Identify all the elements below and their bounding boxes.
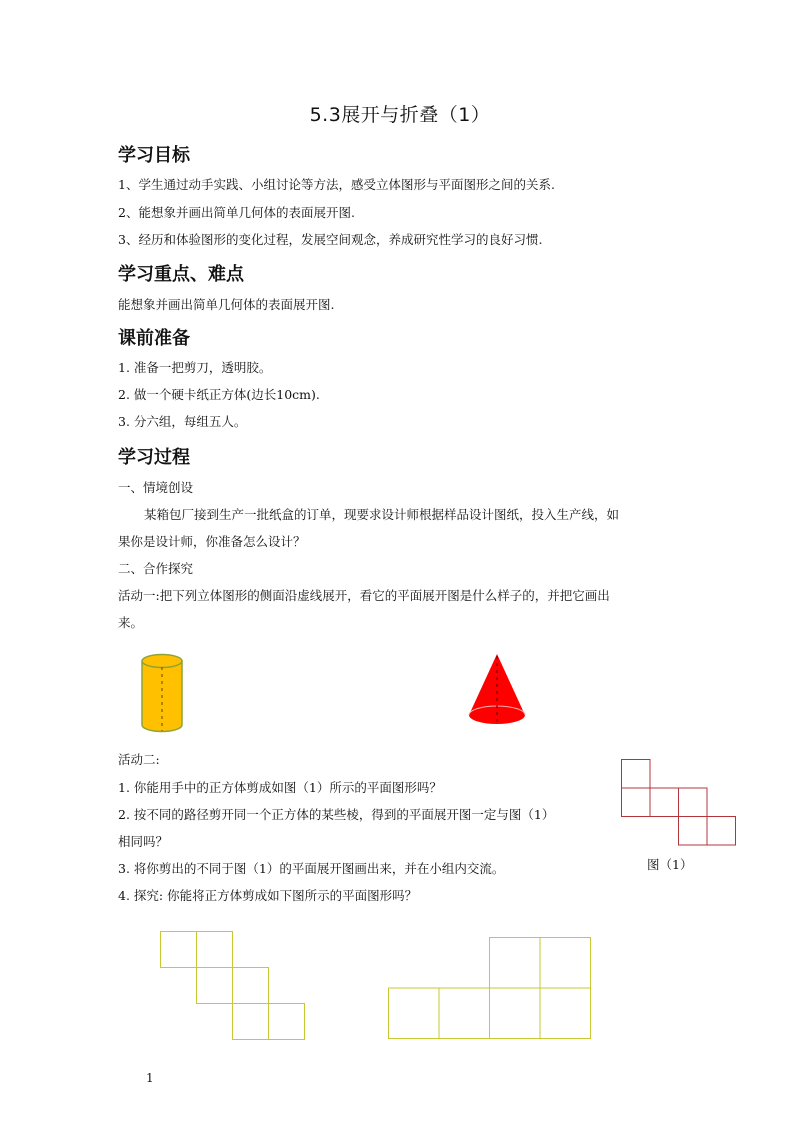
part1-text: 果你是设计师，你准备怎么设计？ xyxy=(118,534,306,549)
part1-text: 某箱包厂接到生产一批纸盒的订单，现要求设计师根据样品设计图纸，投入生产线，如 xyxy=(144,507,620,522)
activity2-item: 2. 按不同的路径剪开同一个正方体的某些棱，得到的平面展开图一定与图（1） xyxy=(118,807,555,822)
activity2-item: 4. 探究: 你能将正方体剪成如下图所示的平面图形吗？ xyxy=(118,888,418,903)
preparation-item: 1. 准备一把剪刀，透明胶。 xyxy=(118,360,272,375)
preparation-heading: 课前准备 xyxy=(118,328,190,349)
process-heading: 学习过程 xyxy=(118,447,190,468)
activity1-text: 来。 xyxy=(118,615,144,630)
page-number: 1 xyxy=(146,1071,154,1085)
part2-title: 二、合作探究 xyxy=(118,561,194,576)
preparation-item: 3. 分六组，每组五人。 xyxy=(118,414,247,429)
activity2-item: 1. 你能用手中的正方体剪成如图（1）所示的平面图形吗？ xyxy=(118,780,442,795)
figure1-caption: 图（1） xyxy=(647,857,693,872)
objective-item: 2、能想象并画出简单几何体的表面展开图. xyxy=(118,205,355,220)
key-points-heading: 学习重点、难点 xyxy=(118,264,244,285)
part1-title: 一、情境创设 xyxy=(118,480,194,495)
page-title: 5.3展开与折叠（1） xyxy=(309,104,491,126)
activity2-title: 活动二: xyxy=(118,752,160,767)
objectives-heading: 学习目标 xyxy=(118,145,190,166)
key-points-text: 能想象并画出简单几何体的表面展开图. xyxy=(118,297,335,312)
activity1-text: 活动一:把下列立体图形的侧面沿虚线展开，看它的平面展开图是什么样子的，并把它画出 xyxy=(118,588,610,603)
objective-item: 1、学生通过动手实践、小组讨论等方法，感受立体图形与平面图形之间的关系. xyxy=(118,177,555,192)
activity2-item: 相同吗？ xyxy=(118,834,169,849)
objective-item: 3、经历和体验图形的变化过程，发展空间观念，养成研究性学习的良好习惯. xyxy=(118,232,543,247)
activity2-item: 3. 将你剪出的不同于图（1）的平面展开图画出来，并在小组内交流。 xyxy=(118,861,505,876)
preparation-item: 2. 做一个硬卡纸正方体(边长10cm). xyxy=(118,387,320,402)
